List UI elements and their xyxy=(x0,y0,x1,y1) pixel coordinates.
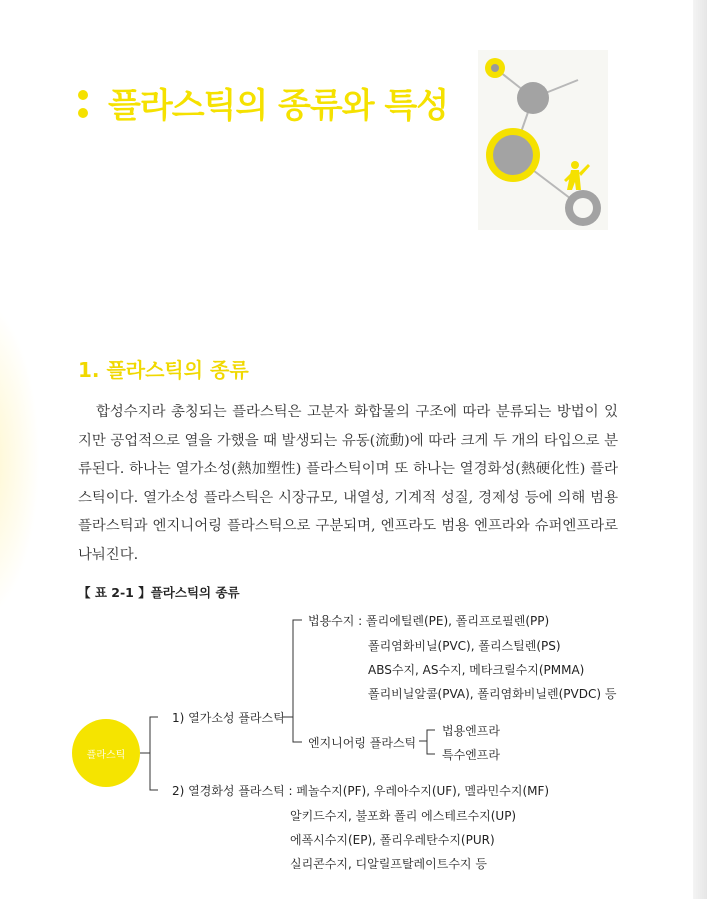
section-title: 1. 플라스틱의 종류 xyxy=(78,358,249,382)
thermoset-label: 2) 열경화성 플라스틱 : 페놀수지(PF), 우레아수지(UF), 멜라민수지(MF) xyxy=(172,784,550,798)
thermoset-item: 에폭시수지(EP), 폴리우레탄수지(PUR) xyxy=(290,833,495,847)
general-item: 폴리염화비닐(PVC), 폴리스틸렌(PS) xyxy=(368,639,561,653)
paragraph-text: 합성수지라 총칭되는 플라스틱은 고분자 화합물의 구조에 따라 분류되는 방법이 있지만 공업적으로 열을 가했을 때 발생되는 유동(流動)에 따라 크게 두 개의 타입으로 분류된다. 하나는 열가소성(熱加塑性) 플라스틱이며 또 하나는 열경화성(熱硬化性) 플라스틱이다. 열가소성 플라스틱은 시장규모, 내열성, 기계적 성질, 경제성 등에 의해 범용 플라스틱과 엔지니어링 플라스틱으로 구분되며, 엔프라도 범용 엔프라와 슈퍼엔프라로 나눠진다. xyxy=(78,404,618,563)
chapter-title: 플라스틱의 종류와 특성 xyxy=(108,86,449,126)
root-node xyxy=(72,719,140,787)
general-purpose-resin: 법용수지 : 폴리에틸렌(PE), 폴리프로필렌(PP) xyxy=(308,614,550,628)
engineering-plastic-label: 엔지니어링 플라스틱 xyxy=(308,736,417,750)
thermoset-item: 실리콘수지, 디알릴프탈레이트수지 등 xyxy=(290,857,487,871)
table-caption: 【 표 2-1 】플라스틱의 종류 xyxy=(78,585,240,600)
engineering-sub-item: 법용엔프라 xyxy=(442,724,500,738)
thermoset-item: 알키드수지, 불포화 폴리 에스테르수지(UP) xyxy=(290,809,517,823)
general-item: 폴리비닐알콜(PVA), 폴리염화비닐렌(PVDC) 등 xyxy=(368,687,617,701)
engineering-sub-item: 특수엔프라 xyxy=(442,748,500,762)
thermoplastic-label: 1) 열가소성 플라스틱 xyxy=(172,711,285,725)
root-label: 플라스틱 xyxy=(86,749,126,761)
general-item: ABS수지, AS수지, 메타크릴수지(PMMA) xyxy=(368,663,585,677)
